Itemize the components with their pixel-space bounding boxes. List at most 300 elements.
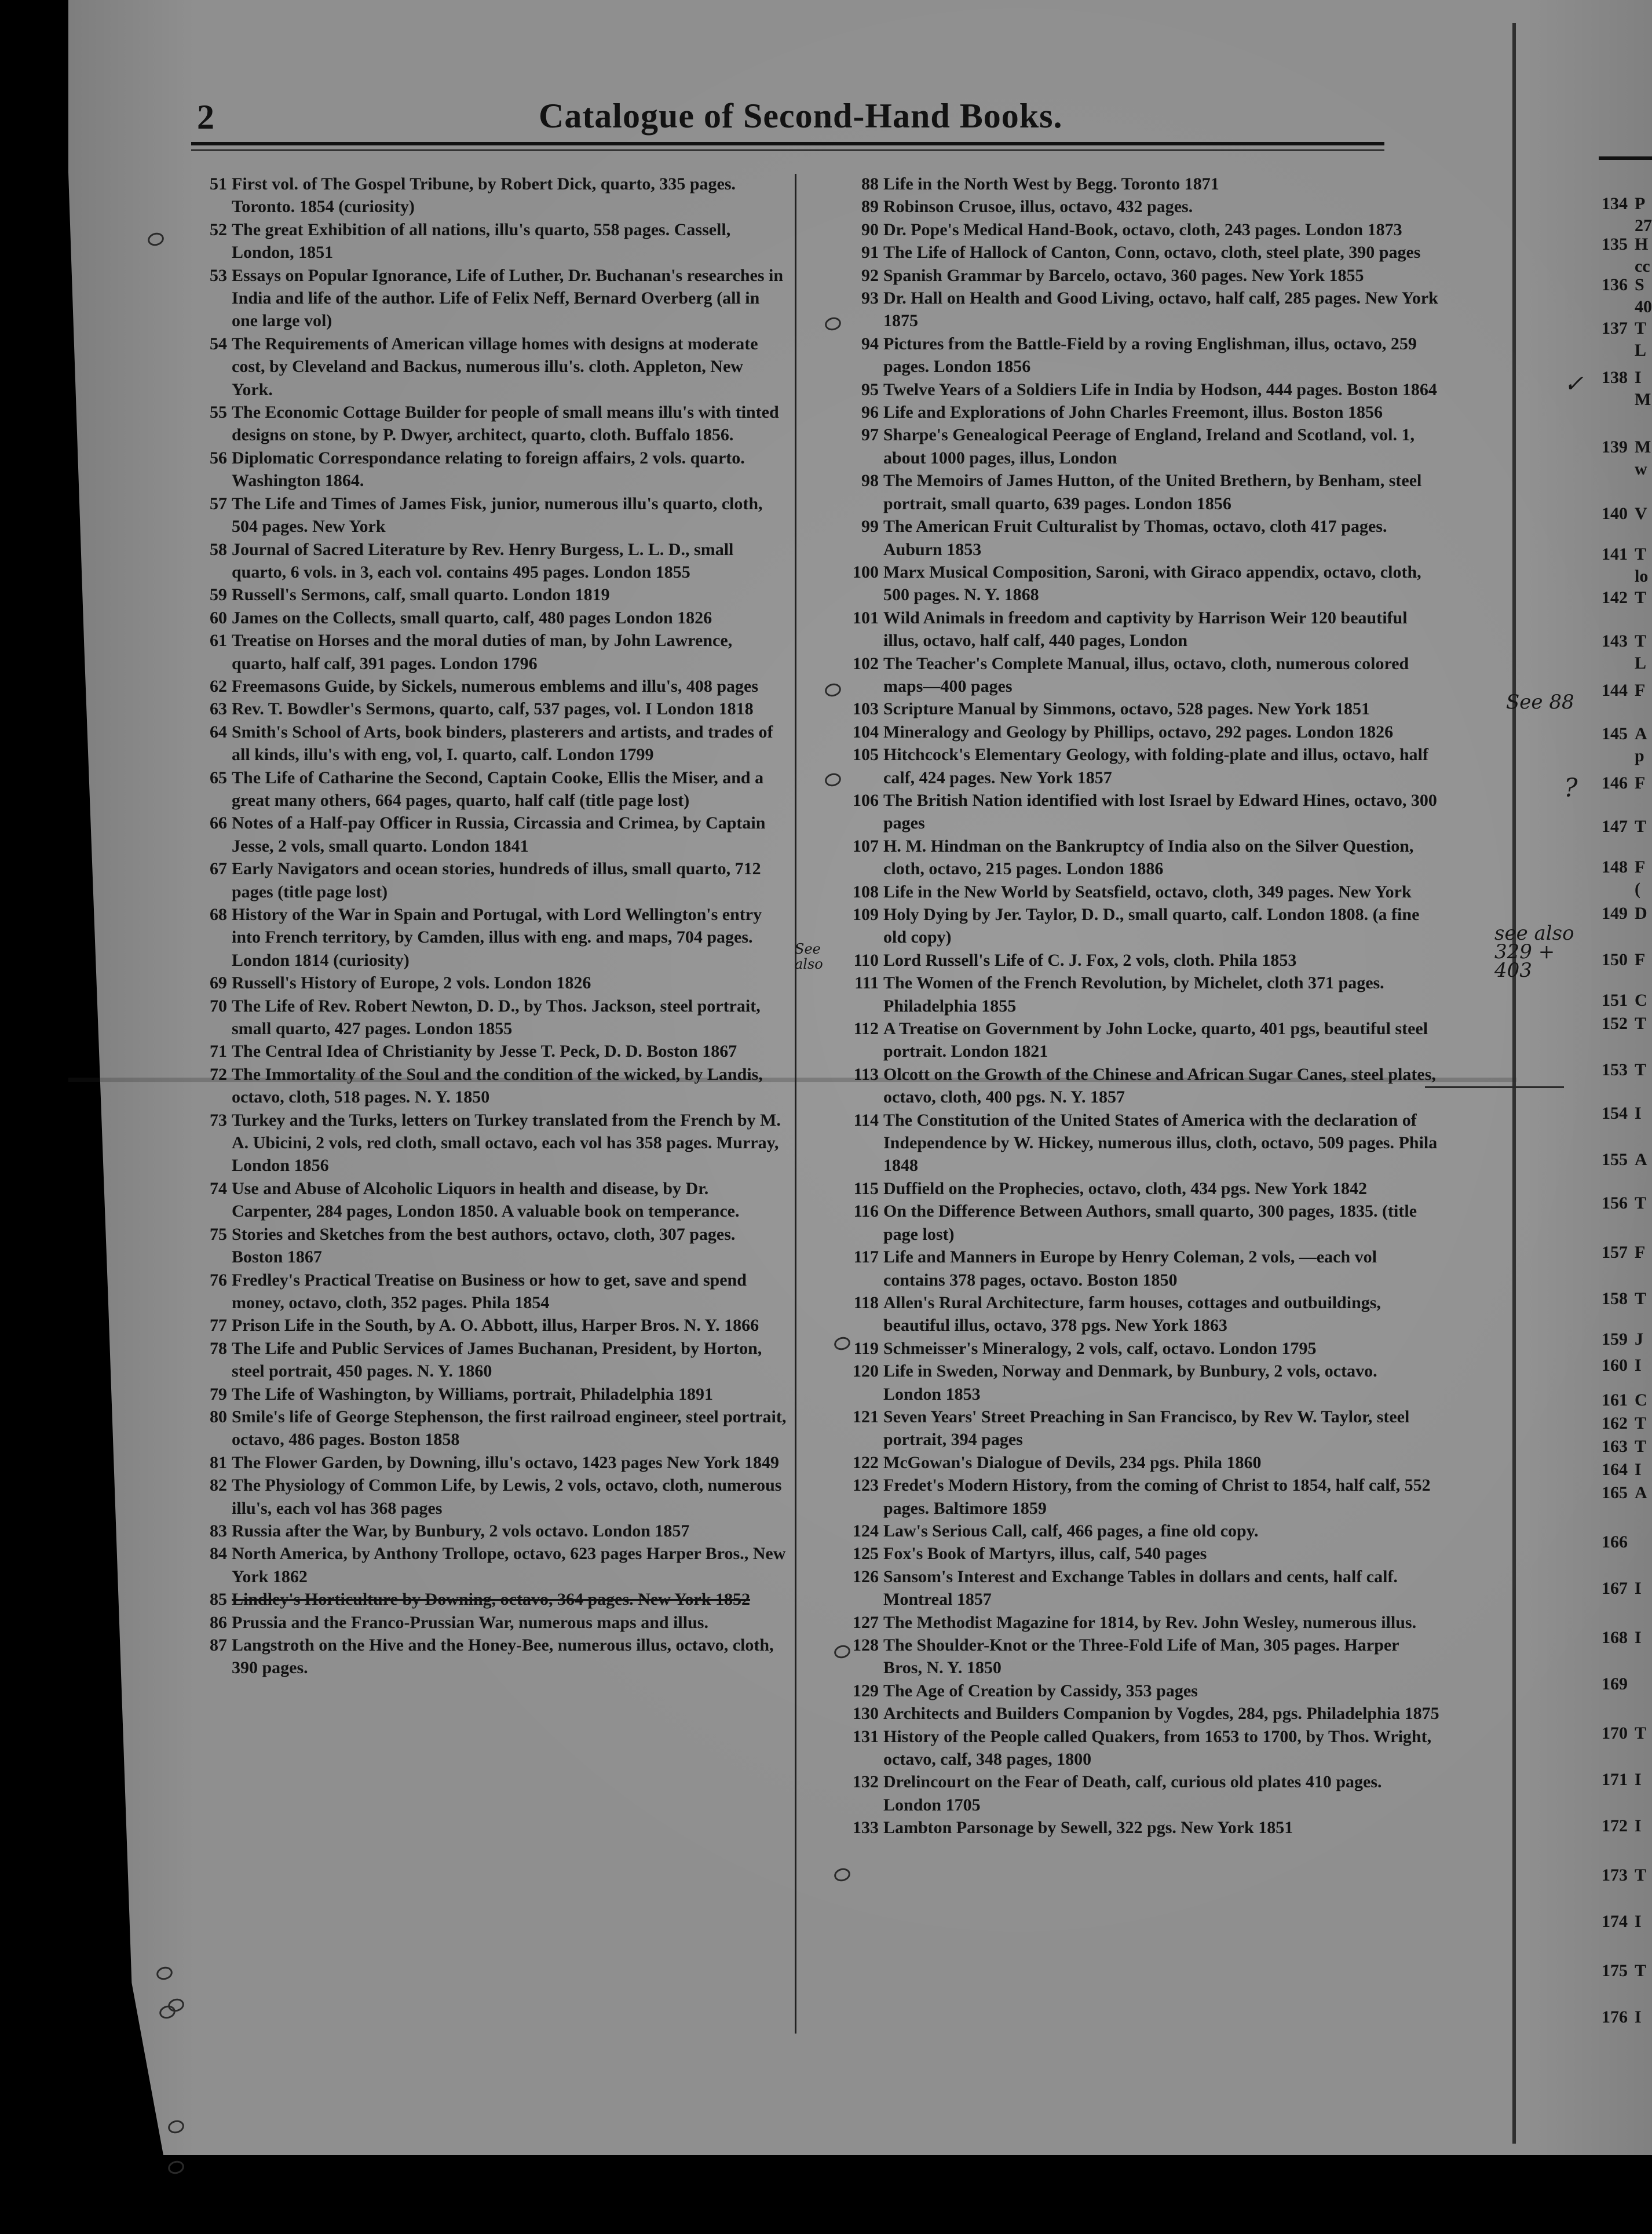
entry-description: Life and Manners in Europe by Henry Coleman, 2 vols, —each vol contains 378 pages, octavo. Boston 1850 [883, 1247, 1377, 1290]
entry-number: 85 [210, 1590, 227, 1609]
catalogue-entry [837, 1565, 1439, 1611]
entry-description: Stories and Sketches from the best authors, octavo, cloth, 307 pages. Boston 1867 [232, 1224, 736, 1267]
right-entry-fragment: A [1635, 1483, 1647, 1502]
catalogue-entry [185, 607, 788, 629]
catalogue-entry [185, 812, 788, 857]
catalogue-entry [185, 1634, 788, 1680]
catalogue-entry [185, 447, 788, 492]
entry-description: History of the People called Quakers, from 1653 to 1700, by Thos. Wright, octavo, calf, 348 pages, 1800 [883, 1726, 1432, 1769]
entry-description: Life in the North West by Begg. Toronto 1871 [883, 174, 1219, 194]
entry-description: Dr. Pope's Medical Hand-Book, octavo, cloth, 243 pages. London 1873 [883, 220, 1402, 239]
entry-description: Smile's life of George Stephenson, the first railroad engineer, steel portrait, octavo, 486 pages. Boston 1858 [232, 1407, 787, 1450]
entry-number: 131 [853, 1726, 879, 1746]
entry-number: 105 [853, 745, 879, 765]
entry-number: 120 [853, 1361, 879, 1381]
right-entry-number: 144 [1602, 681, 1628, 700]
right-entry-fragment: I [1635, 1912, 1642, 1931]
right-entry-fragment: F [1635, 950, 1646, 969]
middle-column [837, 173, 1439, 1839]
right-entry-number: 175 [1602, 1961, 1628, 1980]
catalogue-entry [185, 857, 788, 903]
left-column [185, 173, 788, 1680]
entry-number: 55 [210, 403, 227, 422]
entry-number: 112 [853, 1019, 879, 1039]
entry-number: 124 [853, 1521, 879, 1541]
entry-number: 88 [861, 174, 879, 194]
right-entry-number: 158 [1602, 1289, 1628, 1308]
catalogue-entry [837, 1680, 1439, 1702]
right-entry-number: 159 [1602, 1330, 1628, 1349]
right-entry-number: 160 [1602, 1356, 1628, 1375]
catalogue-entry [185, 1383, 788, 1406]
entry-description: Scripture Manual by Simmons, octavo, 528 pages. New York 1851 [883, 699, 1370, 719]
entry-number: 60 [210, 608, 227, 627]
right-entry-number: 169 [1602, 1674, 1628, 1693]
entry-number: 126 [853, 1567, 879, 1586]
catalogue-entry [185, 173, 788, 218]
entry-description: The British Nation identified with lost Israel by Edward Hines, octavo, 300 pages [883, 790, 1437, 833]
catalogue-entry [837, 721, 1439, 743]
right-entry-number: 166 [1602, 1532, 1628, 1552]
right-entry-fragment: H [1635, 235, 1649, 254]
entry-description: The Flower Garden, by Downing, illu's octavo, 1423 pages New York 1849 [232, 1452, 780, 1472]
entry-number: 87 [210, 1636, 227, 1655]
entry-description: Dr. Hall on Health and Good Living, octavo, half calf, 285 pages. New York 1875 [883, 289, 1438, 331]
entry-description: Fredet's Modern History, from the coming of Christ to 1854, half calf, 552 pages. Baltimore 1859 [883, 1476, 1431, 1518]
entry-description: McGowan's Dialogue of Devils, 234 pgs. Phila 1860 [883, 1452, 1262, 1472]
catalogue-entry [837, 424, 1439, 469]
entry-number: 113 [853, 1064, 879, 1084]
catalogue-entry [185, 1406, 788, 1451]
right-entry-fragment: T [1635, 1961, 1647, 1980]
catalogue-entry [837, 1063, 1439, 1109]
catalogue-entry [837, 1725, 1439, 1771]
right-entry-number: 164 [1602, 1460, 1628, 1479]
right-entry-fragment: T [1635, 1437, 1647, 1456]
entry-description: The Women of the French Revolution, by Michelet, cloth 371 pages. Philadelphia 1855 [883, 973, 1384, 1016]
entry-description: Lord Russell's Life of C. J. Fox, 2 vols, cloth. Phila 1853 [883, 950, 1297, 970]
entry-number: 64 [210, 722, 227, 742]
right-entry-fragment-line2: p [1635, 746, 1644, 765]
right-entry-fragment: A [1635, 724, 1647, 743]
entry-number: 67 [210, 859, 227, 879]
entry-number: 123 [853, 1476, 879, 1495]
column-divider [795, 174, 796, 2034]
entry-number: 84 [210, 1544, 227, 1564]
right-entry-fragment: I [1635, 1816, 1642, 1835]
right-entry-number: 154 [1602, 1104, 1628, 1123]
catalogue-entry [185, 629, 788, 675]
catalogue-entry [837, 1702, 1439, 1725]
entry-number: 73 [210, 1110, 227, 1130]
catalogue-entry [837, 1406, 1439, 1451]
catalogue-entry [837, 378, 1439, 401]
entry-number: 122 [853, 1452, 879, 1472]
right-entry-number: 152 [1602, 1014, 1628, 1033]
catalogue-entry [837, 903, 1439, 949]
entry-description: The Life of Catharine the Second, Captain Cooke, Ellis the Miser, and a great many others, 664 pages, quarto, half calf (title page lost) [232, 768, 764, 810]
catalogue-entry [837, 881, 1439, 903]
catalogue-entry [837, 1291, 1439, 1337]
catalogue-entry [185, 1588, 788, 1611]
catalogue-entry [837, 264, 1439, 287]
entry-number: 130 [853, 1704, 879, 1724]
entry-description: The American Fruit Culturalist by Thomas, octavo, cloth 417 pages. Auburn 1853 [883, 517, 1387, 559]
right-entry-number: 134 [1602, 194, 1628, 213]
catalogue-entry [185, 1314, 788, 1337]
catalogue-entry [837, 1542, 1439, 1565]
right-entry-fragment: I [1635, 1104, 1642, 1123]
page-fold [1512, 23, 1516, 2144]
catalogue-entry [185, 1063, 788, 1109]
right-entry-number: 141 [1602, 545, 1628, 564]
catalogue-entry [185, 903, 788, 972]
entry-number: 57 [210, 494, 227, 513]
entry-description: The Shoulder-Knot or the Three-Fold Life of Man, 305 pages. Harper Bros, N. Y. 1850 [883, 1636, 1399, 1678]
page-title: Catalogue of Second-Hand Books. [539, 97, 1063, 135]
entry-number: 86 [210, 1612, 227, 1632]
entry-description: Diplomatic Correspondance relating to foreign affairs, 2 vols. quarto. Washington 1864. [232, 448, 745, 491]
catalogue-entry [837, 1451, 1439, 1474]
right-entry-fragment: A [1635, 1150, 1647, 1169]
entry-number: 98 [861, 471, 879, 491]
entry-description: Sansom's Interest and Exchange Tables in dollars and cents, half calf. Montreal 1857 [883, 1567, 1398, 1609]
catalogue-entry [185, 1269, 788, 1315]
entry-number: 77 [210, 1316, 227, 1335]
right-entry-fragment: T [1635, 545, 1647, 564]
catalogue-entry [185, 675, 788, 698]
entry-description: Life and Explorations of John Charles Freemont, illus. Boston 1856 [883, 403, 1383, 422]
entry-number: 119 [853, 1338, 879, 1358]
right-entry-number: 153 [1602, 1060, 1628, 1079]
entry-description: Lambton Parsonage by Sewell, 322 pgs. New York 1851 [883, 1818, 1293, 1838]
catalogue-entry [185, 1474, 788, 1520]
entry-number: 114 [853, 1110, 879, 1130]
entry-description: Early Navigators and ocean stories, hundreds of illus, small quarto, 712 pages (title page lost) [232, 859, 761, 901]
entry-number: 80 [210, 1407, 227, 1426]
catalogue-entry [185, 1109, 788, 1177]
entry-description: Life in Sweden, Norway and Denmark, by Bunbury, 2 vols, octavo. London 1853 [883, 1361, 1377, 1404]
catalogue-entry [837, 469, 1439, 515]
catalogue-entry [837, 218, 1439, 241]
catalogue-entry [837, 1246, 1439, 1291]
entry-number: 133 [853, 1818, 879, 1838]
entry-description: Fox's Book of Martyrs, illus, calf, 540 pages [883, 1544, 1207, 1564]
catalogue-entry [837, 607, 1439, 652]
entry-description: A Treatise on Government by John Locke, quarto, 401 pgs, beautiful steel portrait. London 1821 [883, 1019, 1428, 1061]
entry-description: Journal of Sacred Literature by Rev. Henry Burgess, L. L. D., small quarto, 6 vols. in 3, each vol. contains 495 pages. London 1855 [232, 539, 734, 582]
entry-number: 52 [210, 220, 227, 239]
entry-number: 72 [210, 1064, 227, 1084]
catalogue-entry [185, 583, 788, 606]
right-entry-fragment: M [1635, 437, 1651, 457]
entry-number: 82 [210, 1476, 227, 1495]
catalogue-entry [837, 949, 1439, 972]
entry-number: 61 [210, 631, 227, 651]
catalogue-entry [837, 515, 1439, 561]
right-entry-fragment-line2: 40 [1635, 297, 1652, 316]
right-entry-fragment: T [1635, 631, 1647, 651]
right-entry-number: 149 [1602, 904, 1628, 923]
entry-description: The Constitution of the United States of America with the declaration of Independence by W. Hickey, numerous illus, cloth, octavo, 509 pages. Phila 1848 [883, 1110, 1438, 1176]
entry-description: Sharpe's Genealogical Peerage of England, Ireland and Scotland, vol. 1, about 1000 pages, illus, London [883, 425, 1415, 468]
entry-number: 89 [861, 197, 879, 217]
entry-number: 103 [853, 699, 879, 719]
entry-number: 104 [853, 722, 879, 742]
right-entry-number: 150 [1602, 950, 1628, 969]
catalogue-entry [837, 1109, 1439, 1177]
right-entry-fragment: T [1635, 588, 1647, 607]
entry-number: 68 [210, 905, 227, 924]
right-entry-fragment: T [1635, 1289, 1647, 1308]
right-entry-fragment: I [1635, 1628, 1642, 1647]
right-entry-number: 173 [1602, 1866, 1628, 1885]
catalogue-entry [185, 401, 788, 447]
entry-number: 102 [853, 654, 879, 673]
entry-number: 81 [210, 1452, 227, 1472]
entry-number: 66 [210, 813, 227, 833]
entry-description: Law's Serious Call, calf, 466 pages, a fine old copy. [883, 1521, 1259, 1541]
entry-description: Architects and Builders Companion by Vogdes, 284, pgs. Philadelphia 1875 [883, 1704, 1439, 1724]
entry-description: Turkey and the Turks, letters on Turkey translated from the French by M. A. Ubicini, 2 vols, red cloth, small octavo, each vol has 358 pages. Murray, London 1856 [232, 1110, 781, 1176]
entry-description: Spanish Grammar by Barcelo, octavo, 360 pages. New York 1855 [883, 265, 1364, 285]
entry-description: Smith's School of Arts, book binders, plasterers and artists, and trades of all kinds, illu's with eng, vol, I. quarto, calf. London 1799 [232, 722, 773, 765]
catalogue-entry [185, 492, 788, 538]
right-entry-fragment-line2: cc [1635, 257, 1650, 276]
right-entry-number: 165 [1602, 1483, 1628, 1502]
entry-description: Seven Years' Street Preaching in San Francisco, by Rev W. Taylor, steel portrait, 394 pages [883, 1407, 1410, 1450]
right-entry-fragment: I [1635, 1770, 1642, 1789]
entry-description: History of the War in Spain and Portugal, with Lord Wellington's entry into French territory, by Camden, illus with eng. and maps, 704 pages. London 1814 (curiosity) [232, 905, 762, 970]
right-entry-number: 156 [1602, 1193, 1628, 1213]
right-entry-fragment: F [1635, 1243, 1646, 1262]
entry-description: Russell's Sermons, calf, small quarto. London 1819 [232, 585, 610, 605]
catalogue-entry [837, 173, 1439, 195]
right-entry-number: 140 [1602, 504, 1628, 523]
entry-number: 128 [853, 1636, 879, 1655]
entry-description: Olcott on the Growth of the Chinese and African Sugar Canes, steel plates, octavo, cloth, 400 pgs. N. Y. 1857 [883, 1064, 1436, 1107]
entry-description: The great Exhibition of all nations, illu's quarto, 558 pages. Cassell, London, 1851 [232, 220, 731, 262]
right-entry-number: 176 [1602, 2007, 1628, 2027]
catalogue-entry [837, 1360, 1439, 1406]
entry-description: The Life and Times of James Fisk, junior, numerous illu's quarto, cloth, 504 pages. New York [232, 494, 763, 536]
catalogue-entry [185, 218, 788, 264]
entry-number: 115 [853, 1178, 879, 1198]
entry-description: Drelincourt on the Fear of Death, calf, curious old plates 410 pages. London 1705 [883, 1772, 1382, 1815]
entry-description: Russia after the War, by Bunbury, 2 vols octavo. London 1857 [232, 1521, 690, 1541]
right-entry-fragment: T [1635, 1724, 1647, 1743]
entry-number: 127 [853, 1612, 879, 1632]
right-entry-fragment: I [1635, 2007, 1642, 2027]
entry-description: Life in the New World by Seatsfield, octavo, cloth, 349 pages. New York [883, 882, 1412, 901]
entry-number: 65 [210, 768, 227, 787]
entry-number: 91 [861, 243, 879, 262]
right-entry-fragment: C [1635, 991, 1647, 1010]
catalogue-entry [837, 835, 1439, 881]
catalogue-entry [837, 1200, 1439, 1246]
entry-number: 75 [210, 1224, 227, 1244]
entry-number: 94 [861, 334, 879, 353]
right-entry-fragment: F [1635, 857, 1646, 877]
catalogue-entry [837, 972, 1439, 1017]
entry-number: 110 [853, 950, 879, 970]
entry-description: The Economic Cottage Builder for people of small means illu's with tinted designs on stone, by P. Dwyer, architect, quarto, cloth. Buffalo 1856. [232, 403, 779, 445]
entry-number: 56 [210, 448, 227, 468]
right-entry-number: 139 [1602, 437, 1628, 457]
catalogue-entry [185, 333, 788, 401]
catalogue-entry [185, 538, 788, 584]
right-entry-fragment: D [1635, 904, 1647, 923]
catalogue-entry [185, 1040, 788, 1063]
right-entry-fragment: I [1635, 1579, 1642, 1598]
right-entry-fragment: T [1635, 319, 1647, 338]
right-entry-fragment: T [1635, 1060, 1647, 1079]
entry-description: Robinson Crusoe, illus, octavo, 432 pages. [883, 197, 1193, 217]
right-entry-number: 135 [1602, 235, 1628, 254]
right-entry-fragment: F [1635, 681, 1646, 700]
right-entry-number: 167 [1602, 1579, 1628, 1598]
entry-number: 132 [853, 1772, 879, 1792]
catalogue-entry [837, 287, 1439, 333]
right-entry-number: 143 [1602, 631, 1628, 651]
catalogue-entry [185, 972, 788, 994]
entry-number: 59 [210, 585, 227, 605]
right-entry-number: 155 [1602, 1150, 1628, 1169]
entry-description: The Physiology of Common Life, by Lewis, 2 vols, octavo, cloth, numerous illu's, each vol has 368 pages [232, 1476, 782, 1518]
catalogue-entry [837, 1611, 1439, 1634]
right-entry-fragment: S [1635, 275, 1644, 294]
entry-description: The Memoirs of James Hutton, of the United Brethern, by Benham, steel portrait, small quarto, 639 pages. London 1856 [883, 471, 1422, 513]
right-entry-fragment: T [1635, 1414, 1647, 1433]
entry-description: The Life of Rev. Robert Newton, D. D., by Thos. Jackson, steel portrait, small quarto, 427 pages. London 1855 [232, 996, 761, 1039]
entry-number: 97 [861, 425, 879, 445]
entry-description: Prussia and the Franco-Prussian War, numerous maps and illus. [232, 1612, 708, 1632]
catalogue-entry [185, 721, 788, 766]
catalogue-entry [837, 1474, 1439, 1520]
page-number: 2 [197, 98, 214, 136]
right-entry-number: 157 [1602, 1243, 1628, 1262]
right-entry-fragment: P [1635, 194, 1646, 213]
entry-description: Rev. T. Bowdler's Sermons, quarto, calf, 537 pages, vol. I London 1818 [232, 699, 754, 719]
right-entry-number: 168 [1602, 1628, 1628, 1647]
right-entry-number: 172 [1602, 1816, 1628, 1835]
right-entry-number: 138 [1602, 368, 1628, 387]
catalogue-entry [185, 1337, 788, 1383]
entry-number: 70 [210, 996, 227, 1016]
catalogue-entry [837, 333, 1439, 378]
entry-description: The Teacher's Complete Manual, illus, octavo, cloth, numerous colored maps—400 pages [883, 654, 1409, 696]
next-page-rule [1599, 156, 1652, 160]
handwritten-question-mark: ? [1564, 773, 1578, 803]
right-entry-number: 136 [1602, 275, 1628, 294]
entry-number: 90 [861, 220, 879, 239]
entry-number: 62 [210, 676, 227, 696]
right-entry-fragment: I [1635, 1356, 1642, 1375]
right-entry-number: 162 [1602, 1414, 1628, 1433]
entry-number: 111 [854, 973, 879, 993]
entry-number: 58 [210, 539, 227, 559]
right-entry-fragment: I [1635, 368, 1642, 387]
right-entry-fragment: V [1635, 504, 1647, 523]
entry-number: 79 [210, 1384, 227, 1404]
entry-description: The Age of Creation by Cassidy, 353 pages [883, 1681, 1198, 1700]
catalogue-entry [837, 1337, 1439, 1360]
entry-number: 100 [853, 562, 879, 582]
entry-number: 117 [853, 1247, 879, 1267]
catalogue-entry [837, 652, 1439, 698]
entry-description: The Life and Public Services of James Buchanan, President, by Horton, steel portrait, 450 pages. N. Y. 1860 [232, 1338, 762, 1381]
entry-description: Schmeisser's Mineralogy, 2 vols, calf, octavo. London 1795 [883, 1338, 1317, 1358]
entry-description: James on the Collects, small quarto, calf, 480 pages London 1826 [232, 608, 712, 627]
entry-description: The Requirements of American village homes with designs at moderate cost, by Cleveland and Backus, numerous illu's. cloth. Appleton, New York. [232, 334, 758, 399]
entry-description: Holy Dying by Jer. Taylor, D. D., small quarto, calf. London 1808. (a fine old copy) [883, 905, 1420, 947]
entry-number: 76 [210, 1270, 227, 1290]
entry-number: 118 [853, 1293, 879, 1312]
catalogue-entry [837, 1634, 1439, 1680]
right-entry-fragment: I [1635, 1460, 1642, 1479]
right-entry-number: 151 [1602, 991, 1628, 1010]
catalogue-entry [837, 698, 1439, 720]
entry-description: North America, by Anthony Trollope, octavo, 623 pages Harper Bros., New York 1862 [232, 1544, 786, 1586]
right-entry-fragment: C [1635, 1390, 1647, 1410]
catalogue-entry [837, 1816, 1439, 1839]
right-entry-number: 147 [1602, 817, 1628, 836]
entry-number: 109 [853, 905, 879, 924]
catalogue-entry [185, 1223, 788, 1269]
right-entry-fragment: T [1635, 817, 1647, 836]
catalogue-entry [837, 1520, 1439, 1542]
entry-number: 78 [210, 1338, 227, 1358]
right-entry-number: 161 [1602, 1390, 1628, 1410]
catalogue-entry [837, 561, 1439, 607]
right-entry-number: 137 [1602, 319, 1628, 338]
right-entry-fragment-line2: lo [1635, 567, 1649, 586]
entry-description: The Life of Washington, by Williams, portrait, Philadelphia 1891 [232, 1384, 713, 1404]
catalogue-entry [837, 401, 1439, 424]
handwritten-arrow-line [1425, 1086, 1564, 1088]
right-entry-fragment-line2: 27 [1635, 216, 1652, 235]
entry-description: Russell's History of Europe, 2 vols. London 1826 [232, 973, 591, 993]
entry-description: Prison Life in the South, by A. O. Abbott, illus, Harper Bros. N. Y. 1866 [232, 1316, 759, 1335]
entry-number: 54 [210, 334, 227, 353]
entry-description: H. M. Hindman on the Bankruptcy of India also on the Silver Question, cloth, octavo, 215 pages. London 1886 [883, 836, 1414, 879]
right-entry-fragment-line2: w [1635, 459, 1647, 479]
entry-number: 121 [853, 1407, 879, 1426]
entry-description: Langstroth on the Hive and the Honey-Bee, numerous illus, octavo, cloth, 390 pages. [232, 1636, 774, 1678]
entry-number: 74 [210, 1178, 227, 1198]
pencil-circle-mark [167, 2159, 186, 2175]
right-entry-number: 171 [1602, 1770, 1628, 1789]
entry-description: The Central Idea of Christianity by Jesse T. Peck, D. D. Boston 1867 [232, 1042, 737, 1061]
entry-number: 99 [861, 517, 879, 536]
entry-description: The Life of Hallock of Canton, Conn, octavo, cloth, steel plate, 390 pages [883, 243, 1421, 262]
entry-description: The Methodist Magazine for 1814, by Rev. John Wesley, numerous illus. [883, 1612, 1417, 1632]
entry-description: Notes of a Half-pay Officer in Russia, Circassia and Crimea, by Captain Jesse, 2 vols, small quarto. London 1841 [232, 813, 766, 856]
entry-number: 63 [210, 699, 227, 719]
handwritten-see-also-329-403: see also 329 + 403 [1494, 922, 1574, 982]
header-rule [191, 142, 1384, 145]
entry-number: 125 [853, 1544, 879, 1564]
entry-number: 129 [853, 1681, 879, 1700]
entry-number: 106 [853, 790, 879, 810]
handwritten-see-also-left: See also [795, 941, 823, 972]
entry-number: 108 [853, 882, 879, 901]
catalogue-entry [185, 1520, 788, 1542]
entry-description: Allen's Rural Architecture, farm houses, cottages and outbuildings, beautiful illus, octavo, 378 pgs. New York 1863 [883, 1293, 1381, 1335]
header-rule-thin [191, 149, 1384, 151]
right-entry-fragment: J [1635, 1330, 1643, 1349]
catalogue-entry [837, 1177, 1439, 1200]
